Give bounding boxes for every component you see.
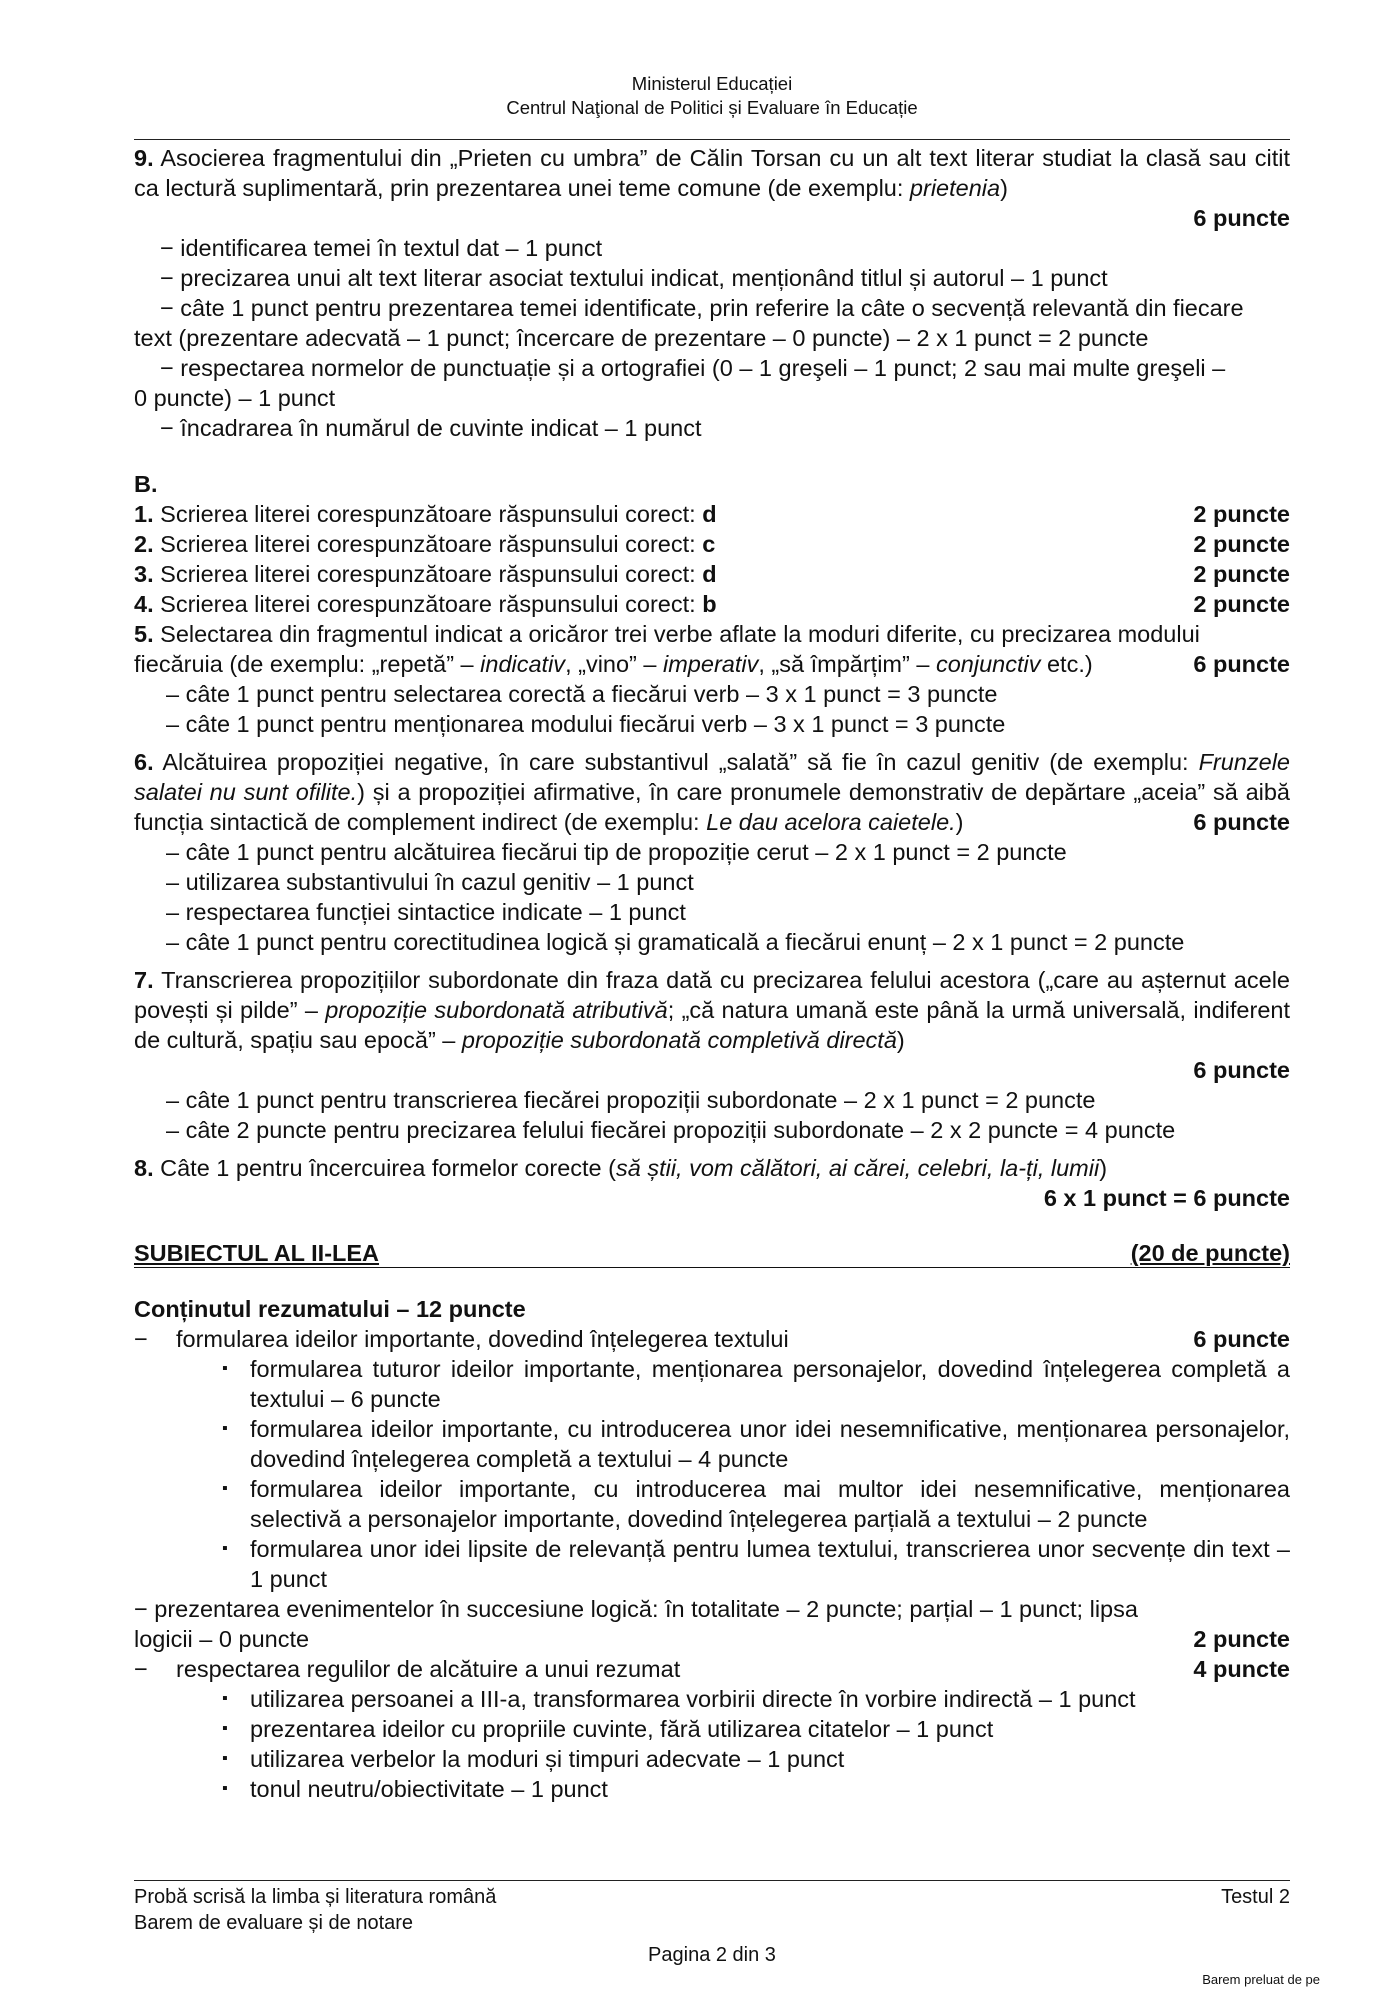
b-q5-item: – câte 1 punct pentru selectarea corectă a fiecărui verb – 3 x 1 punct = 3 puncte bbox=[166, 681, 998, 707]
b-q3-answer: d bbox=[702, 561, 717, 587]
b-q3 bbox=[134, 559, 1290, 589]
b-q6-text2: ) și a propoziției afirmative, în care pronumele demonstrativ de depărtare „aceia” să aibă funcția sintactică de complement indirect (de exemplu: bbox=[134, 779, 1290, 835]
bullet-item bbox=[134, 1474, 1290, 1534]
criterion-text: formularea ideilor importante, dovedind înțelegerea textului bbox=[176, 1326, 789, 1352]
q9-close: ) bbox=[1000, 175, 1008, 201]
b-q5-mood-conjunctive: conjunctiv bbox=[935, 651, 1041, 677]
b-q5-line1 bbox=[134, 619, 1290, 649]
bullet-icon: ▪ bbox=[222, 1360, 228, 1377]
b-q3-points: 2 puncte bbox=[1193, 561, 1290, 587]
b-q7-points: 6 puncte bbox=[1193, 1057, 1290, 1083]
q9-item: − respectarea normelor de punctuație și a ortografiei (0 – 1 greşeli – 1 punct; 2 sau mai multe greşeli – bbox=[160, 355, 1226, 381]
bullet-icon: ▪ bbox=[222, 1780, 228, 1797]
b-q6-item: – câte 1 punct pentru corectitudinea logică și gramaticală a fiecărui enunț – 2 x 1 punct = 2 puncte bbox=[166, 929, 1185, 955]
q9-text: Asocierea fragmentului din „Prieten cu umbra” de Călin Torsan cu un alt text literar studiat la clasă sau citit ca lectură suplimentară, prin prezentarea unei teme comune (de exemplu: bbox=[134, 145, 1290, 201]
q9-points: 6 puncte bbox=[1193, 205, 1290, 231]
b-q7-type2: propoziție subordonată completivă directă bbox=[461, 1027, 897, 1053]
content-criterion-2: − prezentarea evenimentelor în succesiune logică: în totalitate – 2 puncte; parțial – 1 punct; lipsa bbox=[134, 1596, 1138, 1622]
b-q7-number: 7. bbox=[134, 967, 154, 993]
bullet-item bbox=[134, 1744, 1290, 1774]
b-q4-text: Scrierea literei corespunzătoare răspunsului corect: bbox=[153, 591, 703, 617]
page-number: Pagina 2 din 3 bbox=[648, 1944, 776, 1966]
b-q7-close: ) bbox=[896, 1027, 905, 1053]
content-criterion-1 bbox=[134, 1324, 1290, 1354]
subject2-heading bbox=[134, 1239, 1290, 1268]
criterion-points: 4 puncte bbox=[1193, 1656, 1290, 1682]
ministry-name: Ministerul Educației bbox=[631, 73, 793, 94]
bullet-icon: ▪ bbox=[222, 1750, 228, 1767]
footer-document-type: Barem de evaluare și de notare bbox=[134, 1912, 414, 1934]
dash-glyph: − bbox=[134, 1656, 148, 1682]
bullet-text: formularea unor idei lipsite de relevanță pentru lumea textului, transcrierea unor secvențe din text – 1 punct bbox=[250, 1536, 1290, 1592]
b-q6-item: – respectarea funcției sintactice indicate – 1 punct bbox=[166, 899, 686, 925]
bullet-item bbox=[134, 1714, 1290, 1744]
page-footer bbox=[134, 1884, 1290, 1936]
b-q5-line2 bbox=[134, 649, 1290, 679]
b-q5-item: – câte 1 punct pentru menționarea modului fiecărui verb – 3 x 1 punct = 3 puncte bbox=[166, 711, 1006, 737]
b-q7-text: Transcrierea propozițiilor subordonate din fraza dată cu precizarea felului acestora („care au așternut acele povești și pilde” – bbox=[134, 967, 1290, 1023]
b-q1-text: Scrierea literei corespunzătoare răspunsului corect: bbox=[153, 501, 703, 527]
subject2-title: SUBIECTUL AL II-LEA bbox=[134, 1240, 380, 1266]
b-q1-points: 2 puncte bbox=[1193, 501, 1290, 527]
footer-rule bbox=[134, 1880, 1290, 1881]
b-q1 bbox=[134, 499, 1290, 529]
b-q6-example2: Le dau acelora caietele. bbox=[706, 809, 956, 835]
bullet-text: tonul neutru/obiectivitate – 1 punct bbox=[250, 1776, 608, 1802]
b-q2-text: Scrierea literei corespunzătoare răspunsului corect: bbox=[153, 531, 703, 557]
b-q7-item: – câte 1 punct pentru transcrierea fiecărei propoziții subordonate – 2 x 1 punct = 2 puncte bbox=[166, 1087, 1096, 1113]
b-q6-item: – câte 1 punct pentru alcătuirea fiecărui tip de propoziție cerut – 2 x 1 punct = 2 puncte bbox=[166, 839, 1067, 865]
bullet-text: prezentarea ideilor cu propriile cuvinte, fără utilizarea citatelor – 1 punct bbox=[250, 1716, 994, 1742]
q9-item: − încadrarea în numărul de cuvinte indicat – 1 punct bbox=[160, 415, 702, 441]
q9-item: − câte 1 punct pentru prezentarea temei identificate, prin referire la câte o secvență relevantă din fiecare bbox=[160, 295, 1244, 321]
b-q5-text5: etc.) bbox=[1040, 651, 1093, 677]
bullet-text: formularea ideilor importante, cu introducerea mai multor idei nesemnificative, menționarea selectivă a personajelor importante, dovedind înțelegerea parțială a textului – 2 puncte bbox=[250, 1476, 1290, 1532]
q9-statement bbox=[134, 143, 1290, 203]
criterion-points: 6 puncte bbox=[1193, 1326, 1290, 1352]
b-q4 bbox=[134, 589, 1290, 619]
b-q8-forms: să știi, vom călători, ai cărei, celebri, la-ți, lumii bbox=[615, 1155, 1100, 1181]
b-q2-answer: c bbox=[702, 531, 716, 557]
b-q2-number: 2. bbox=[134, 531, 154, 557]
b-q6-text: Alcătuirea propoziției negative, în care substantivul „salată” să fie în cazul genitiv (de exemplu: bbox=[153, 749, 1199, 775]
b-q2-points: 2 puncte bbox=[1193, 531, 1290, 557]
b-q5-text2: fiecăruia (de exemplu: „repetă” – bbox=[134, 651, 481, 677]
bullet-text: formularea tuturor ideilor importante, menționarea personajelor, dovedind înțelegerea completă a textului – 6 puncte bbox=[250, 1356, 1290, 1412]
q9-item: text (prezentare adecvată – 1 punct; încercare de prezentare – 0 puncte) – 2 x 1 punct = 2 puncte bbox=[134, 325, 1149, 351]
b-q8-statement bbox=[134, 1153, 1290, 1183]
bullet-text: utilizarea verbelor la moduri și timpuri adecvate – 1 punct bbox=[250, 1746, 845, 1772]
q9-item: 0 puncte) – 1 punct bbox=[134, 385, 336, 411]
bullet-icon: ▪ bbox=[222, 1690, 228, 1707]
b-q7-item: – câte 2 puncte pentru precizarea felului fiecărei propoziții subordonate – 2 x 2 puncte = 4 puncte bbox=[166, 1117, 1176, 1143]
b-q4-answer: b bbox=[702, 591, 717, 617]
center-name: Centrul Naţional de Politici și Evaluare în Educație bbox=[506, 97, 918, 118]
bullet-text: utilizarea persoanei a III-a, transformarea vorbirii directe în vorbire indirectă – 1 punct bbox=[250, 1686, 1136, 1712]
bullet-item bbox=[134, 1354, 1290, 1414]
b-q4-points: 2 puncte bbox=[1193, 591, 1290, 617]
bullet-icon: ▪ bbox=[222, 1540, 228, 1557]
b-q7-type1: propoziție subordonată atributivă bbox=[325, 997, 668, 1023]
b-q6-close: ) bbox=[955, 809, 964, 835]
page-header bbox=[134, 72, 1290, 120]
b-q8-points: 6 x 1 punct = 6 puncte bbox=[1043, 1185, 1290, 1211]
b-q6-item: – utilizarea substantivului în cazul genitiv – 1 punct bbox=[166, 869, 694, 895]
b-q1-number: 1. bbox=[134, 501, 154, 527]
b-q2 bbox=[134, 529, 1290, 559]
b-q3-text: Scrierea literei corespunzătoare răspunsului corect: bbox=[153, 561, 703, 587]
content-criterion-2-line2 bbox=[134, 1624, 1290, 1654]
b-q5-mood-indicative: indicativ bbox=[480, 651, 566, 677]
source-note: Barem preluat de pe bbox=[1202, 1972, 1320, 1987]
q9-item: − precizarea unui alt text literar asociat textului indicat, menționând titlul și autorul – 1 punct bbox=[160, 265, 1108, 291]
document-body bbox=[134, 143, 1290, 1804]
bullet-item bbox=[134, 1684, 1290, 1714]
bullet-text: formularea ideilor importante, cu introducerea unor idei nesemnificative, menționarea personajelor, dovedind înțelegerea completă a textului – 4 puncte bbox=[250, 1416, 1290, 1472]
bullet-icon: ▪ bbox=[222, 1480, 228, 1497]
b-q4-number: 4. bbox=[134, 591, 154, 617]
b-q1-answer: d bbox=[702, 501, 717, 527]
bullet-item bbox=[134, 1534, 1290, 1594]
dash-glyph: − bbox=[134, 1326, 148, 1352]
bullet-item bbox=[134, 1414, 1290, 1474]
q9-number: 9. bbox=[134, 145, 154, 171]
footer-exam-name: Probă scrisă la limba și literatura română bbox=[134, 1886, 497, 1908]
b-q5-text: Selectarea din fragmentul indicat a oricăror trei verbe aflate la moduri diferite, cu precizarea modului bbox=[153, 621, 1200, 647]
b-q8-text: Câte 1 pentru încercuirea formelor corecte ( bbox=[153, 1155, 616, 1181]
criterion-points: 2 puncte bbox=[1193, 1626, 1290, 1652]
b-q5-points: 6 puncte bbox=[1193, 651, 1290, 677]
content-title: Conținutul rezumatului – 12 puncte bbox=[134, 1296, 526, 1322]
b-q5-text4: , „să împărțim” – bbox=[758, 651, 936, 677]
b-q7-text2: ; „că natura umană este până la urmă universală, indiferent de cultură, spațiu sau epocă” – bbox=[134, 997, 1290, 1053]
b-q6-points: 6 puncte bbox=[1193, 809, 1290, 835]
bullet-item bbox=[134, 1774, 1290, 1804]
bullet-icon: ▪ bbox=[222, 1420, 228, 1437]
criterion-text: respectarea regulilor de alcătuire a unui rezumat bbox=[176, 1656, 681, 1682]
footer-test-number: Testul 2 bbox=[1221, 1886, 1290, 1908]
b-q7-statement bbox=[134, 965, 1290, 1055]
b-q6-example1: Frunzele salatei nu sunt ofilite. bbox=[134, 749, 1290, 805]
subject2-points: (20 de puncte) bbox=[1130, 1240, 1290, 1266]
criterion-text: logicii – 0 puncte bbox=[134, 1626, 310, 1652]
b-q3-number: 3. bbox=[134, 561, 154, 587]
b-q8-close: ) bbox=[1099, 1155, 1108, 1181]
content-criterion-3 bbox=[134, 1654, 1290, 1684]
b-q5-mood-imperative: imperativ bbox=[663, 651, 759, 677]
b-q5-text3: , „vino” – bbox=[565, 651, 664, 677]
section-b-label: B. bbox=[134, 471, 158, 497]
q9-example: prietenia bbox=[909, 175, 1001, 201]
b-q5-number: 5. bbox=[134, 621, 154, 647]
q9-item: − identificarea temei în textul dat – 1 punct bbox=[160, 235, 603, 261]
b-q6-number: 6. bbox=[134, 749, 154, 775]
bullet-icon: ▪ bbox=[222, 1720, 228, 1737]
header-rule bbox=[134, 139, 1290, 140]
b-q8-number: 8. bbox=[134, 1155, 154, 1181]
